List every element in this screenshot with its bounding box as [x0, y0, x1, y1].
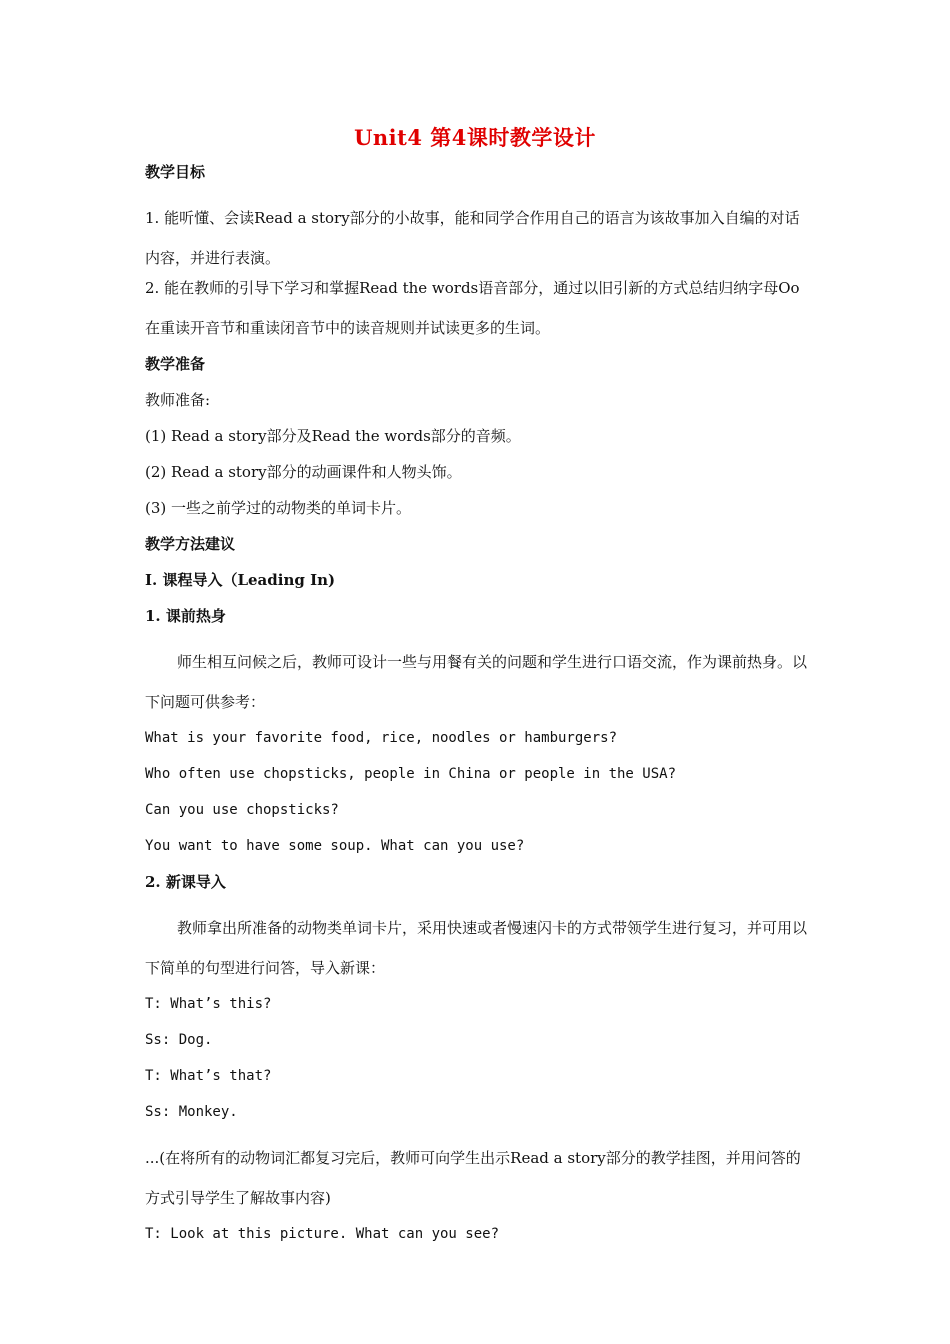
prep-item-3: (3) 一些之前学过的动物类的单词卡片。 [145, 499, 412, 517]
prep-heading: 教学准备 [145, 355, 206, 373]
dialogue-line-5: T: Look at this picture. What can you see? [145, 1226, 500, 1242]
prep-item-2: (2) Read a story部分的动画课件和人物头饰。 [145, 463, 462, 481]
step-1-heading: 1. 课前热身 [145, 607, 226, 625]
objective-1: 1. 能听懂、会读Read a story部分的小故事，能和同学合作用自己的语言为该故事加入自编的对话内容，并进行表演。 [145, 209, 800, 267]
prep-item-1: (1) Read a story部分及Read the words部分的音频。 [145, 427, 521, 445]
dialogue-line-2: Ss: Dog. [145, 1032, 213, 1048]
dialogue-note: ...(在将所有的动物词汇都复习完后，教师可向学生出示Read a story部分的教学挂图，并用问答的方式引导学生了解故事内容) [145, 1149, 801, 1207]
step-1-text: 师生相互问候之后，教师可设计一些与用餐有关的问题和学生进行口语交流，作为课前热身。以下问题可供参考： [145, 653, 808, 711]
step-2-text: 教师拿出所准备的动物类单词卡片，采用快速或者慢速闪卡的方式带领学生进行复习，并可用以下简单的句型进行问答，导入新课： [145, 919, 808, 977]
dialogue-line-1: T: What’s this? [145, 996, 272, 1012]
prep-intro: 教师准备: [145, 391, 211, 409]
dialogue-line-3: T: What’s that? [145, 1068, 272, 1084]
methods-heading: 教学方法建议 [145, 535, 236, 553]
step-2-heading: 2. 新课导入 [145, 873, 226, 891]
document-title: Unit4 第4课时教学设计 [354, 125, 596, 150]
objectives-heading: 教学目标 [145, 163, 206, 181]
objective-2: 2. 能在教师的引导下学习和掌握Read the words语音部分，通过以旧引新的方式总结归纳字母Oo在重读开音节和重读闭音节中的读音规则并试读更多的生词。 [145, 279, 800, 337]
question-4: You want to have some soup. What can you use? [145, 838, 525, 854]
dialogue-line-4: Ss: Monkey. [145, 1104, 238, 1120]
question-3: Can you use chopsticks? [145, 802, 339, 818]
question-2: Who often use chopsticks, people in China or people in the USA? [145, 766, 677, 782]
document-body [145, 162, 813, 1244]
part-1-heading: I. 课程导入（Leading In) [145, 571, 336, 589]
question-1: What is your favorite food, rice, noodles or hamburgers? [145, 730, 618, 746]
